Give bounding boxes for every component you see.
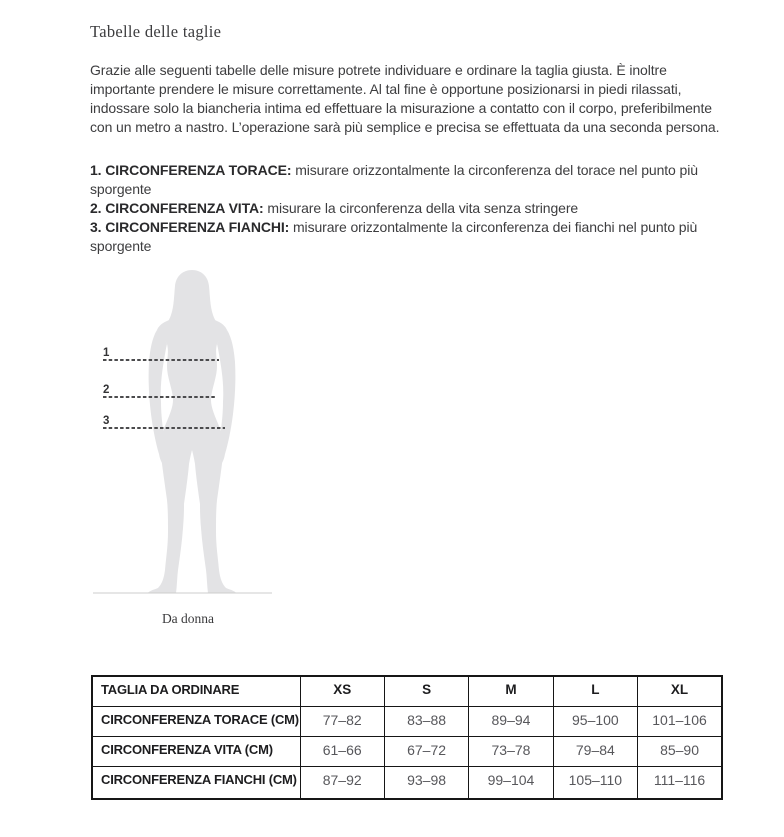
size-value-cell: 105–110: [553, 766, 637, 799]
column-header-xs: XS: [300, 676, 384, 706]
table-row-fianchi: [92, 766, 722, 799]
size-value-cell: 101–106: [638, 706, 722, 736]
marker-label-1: 1: [103, 347, 110, 359]
size-value-cell: 89–94: [469, 706, 553, 736]
measurement-item: [90, 161, 720, 199]
measurement-description: misurare la circonferenza della vita senza stringere: [267, 200, 579, 216]
size-value-cell: 87–92: [300, 766, 384, 799]
measurement-description: misurare orizzontalmente la circonferenza del torace nel punto più sporgente: [90, 162, 698, 197]
column-header-xl: XL: [638, 676, 722, 706]
figure-caption: Da donna: [161, 611, 215, 626]
page-title: Tabelle delle taglie: [90, 22, 222, 41]
size-value-cell: 93–98: [384, 766, 468, 799]
size-table: [91, 675, 723, 800]
size-value-cell: 67–72: [384, 736, 468, 766]
measurement-label: 2. CIRCONFERENZA VITA:: [90, 200, 264, 216]
size-value-cell: 61–66: [300, 736, 384, 766]
table-row-torace: [92, 706, 722, 736]
female-silhouette-figure: [88, 258, 288, 606]
silhouette-right-arm: [216, 330, 235, 466]
measurement-instructions: [90, 161, 720, 256]
marker-label-3: 3: [103, 415, 110, 427]
size-value-cell: 95–100: [553, 706, 637, 736]
size-value-cell: 83–88: [384, 706, 468, 736]
size-value-cell: 85–90: [638, 736, 722, 766]
size-table-header-row: [92, 676, 722, 706]
size-value-cell: 73–78: [469, 736, 553, 766]
row-label-cell: CIRCONFERENZA FIANCHI (CM): [92, 766, 300, 799]
intro-paragraph: Grazie alle seguenti tabelle delle misure potrete individuare e ordinare la taglia giusta. È inoltre importante prendere le misure correttamente. Al tal fine è opportune posizionarsi in piedi rilassati, indossare solo la biancheria intima ed effettuare la misurazione a contatto con il corpo, preferibilmente con un metro a nastro. L’operazione sarà più semplice e precisa se effettuata da una seconda persona.: [90, 62, 720, 135]
row-label-cell: CIRCONFERENZA VITA (CM): [92, 736, 300, 766]
measurement-item: [90, 218, 720, 256]
measurement-description: misurare orizzontalmente la circonferenza dei fianchi nel punto più sporgente: [90, 219, 698, 254]
size-value-cell: 111–116: [638, 766, 722, 799]
marker-label-2: 2: [103, 384, 110, 396]
size-value-cell: 99–104: [469, 766, 553, 799]
size-value-cell: 77–82: [300, 706, 384, 736]
table-row-vita: [92, 736, 722, 766]
column-header-l: L: [553, 676, 637, 706]
column-header-order-size: TAGLIA DA ORDINARE: [92, 676, 300, 706]
body-figure: [88, 258, 288, 606]
column-header-m: M: [469, 676, 553, 706]
column-header-s: S: [384, 676, 468, 706]
measurement-label: 3. CIRCONFERENZA FIANCHI:: [90, 219, 290, 235]
row-label-cell: CIRCONFERENZA TORACE (CM): [92, 706, 300, 736]
measurement-label: 1. CIRCONFERENZA TORACE:: [90, 162, 292, 178]
measurement-item: [90, 199, 720, 218]
size-value-cell: 79–84: [553, 736, 637, 766]
silhouette-left-arm: [149, 330, 168, 466]
